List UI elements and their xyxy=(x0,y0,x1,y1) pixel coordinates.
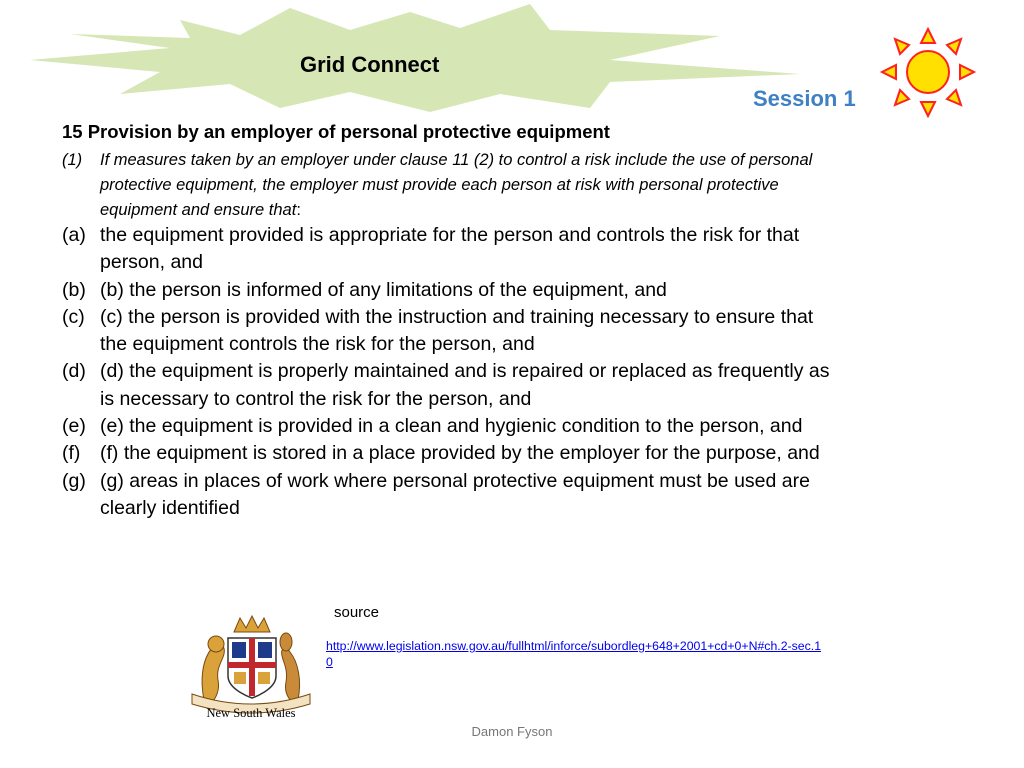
list-item-text: (c) the person is provided with the instruction and training necessary to ensure that the equipment controls the risk for the person, and xyxy=(100,305,814,356)
list-marker: (g) xyxy=(62,469,86,492)
list-item-text: (b) the person is informed of any limitations of the equipment, and xyxy=(100,278,667,301)
list-item-text: (e) the equipment is provided in a clean and hygienic condition to the person, and xyxy=(100,415,803,438)
list-marker: (c) xyxy=(62,305,85,328)
intro-clause xyxy=(62,148,832,223)
intro-colon: : xyxy=(296,201,301,219)
list-marker: (b) xyxy=(62,278,86,301)
list-item-text: (g) areas in places of work where personal protective equipment must be used are clearly identified xyxy=(100,469,810,519)
list-item xyxy=(62,413,832,440)
list-marker: (d) xyxy=(62,360,86,383)
sun-icon xyxy=(878,25,978,120)
session-label: Session 1 xyxy=(753,86,856,111)
list-item-text: (f) the equipment is stored in a place provided by the employer for the purpose, and xyxy=(100,442,820,465)
source-label: source xyxy=(334,604,380,621)
list-item-text: the equipment provided is appropriate for the person and controls the risk for that person, and xyxy=(100,224,800,274)
list-item xyxy=(62,222,832,277)
section-heading: 15 Provision by an employer of personal protective equipment xyxy=(62,121,610,142)
list-item-text: (d) the equipment is properly maintained and is repaired or replaced as frequently as is necessary to control the risk for the person, and xyxy=(100,360,830,410)
list-marker: (a) xyxy=(62,224,86,246)
footer-author: Damon Fyson xyxy=(471,724,553,739)
crest-caption: New South Wales xyxy=(206,706,296,720)
intro-text: If measures taken by an employer under clause 11 (2) to control a risk include the use of personal protective equipment, the employer must provide each person at risk with personal protective equipment and ensure that xyxy=(100,151,813,219)
intro-number: (1) xyxy=(62,151,83,169)
list-item xyxy=(62,440,832,467)
list-item xyxy=(62,304,832,359)
list-item xyxy=(62,468,832,523)
banner-title: Grid Connect xyxy=(300,52,440,77)
list-marker: (f) xyxy=(62,442,81,465)
list-marker: (e) xyxy=(62,415,86,438)
source-link[interactable]: http://www.legislation.nsw.gov.au/fullhtml/inforce/subordleg+648+2001+cd+0+N#ch.2-sec.10 xyxy=(326,639,822,669)
requirement-list xyxy=(62,222,832,522)
list-item xyxy=(62,358,832,413)
list-item xyxy=(62,277,832,304)
